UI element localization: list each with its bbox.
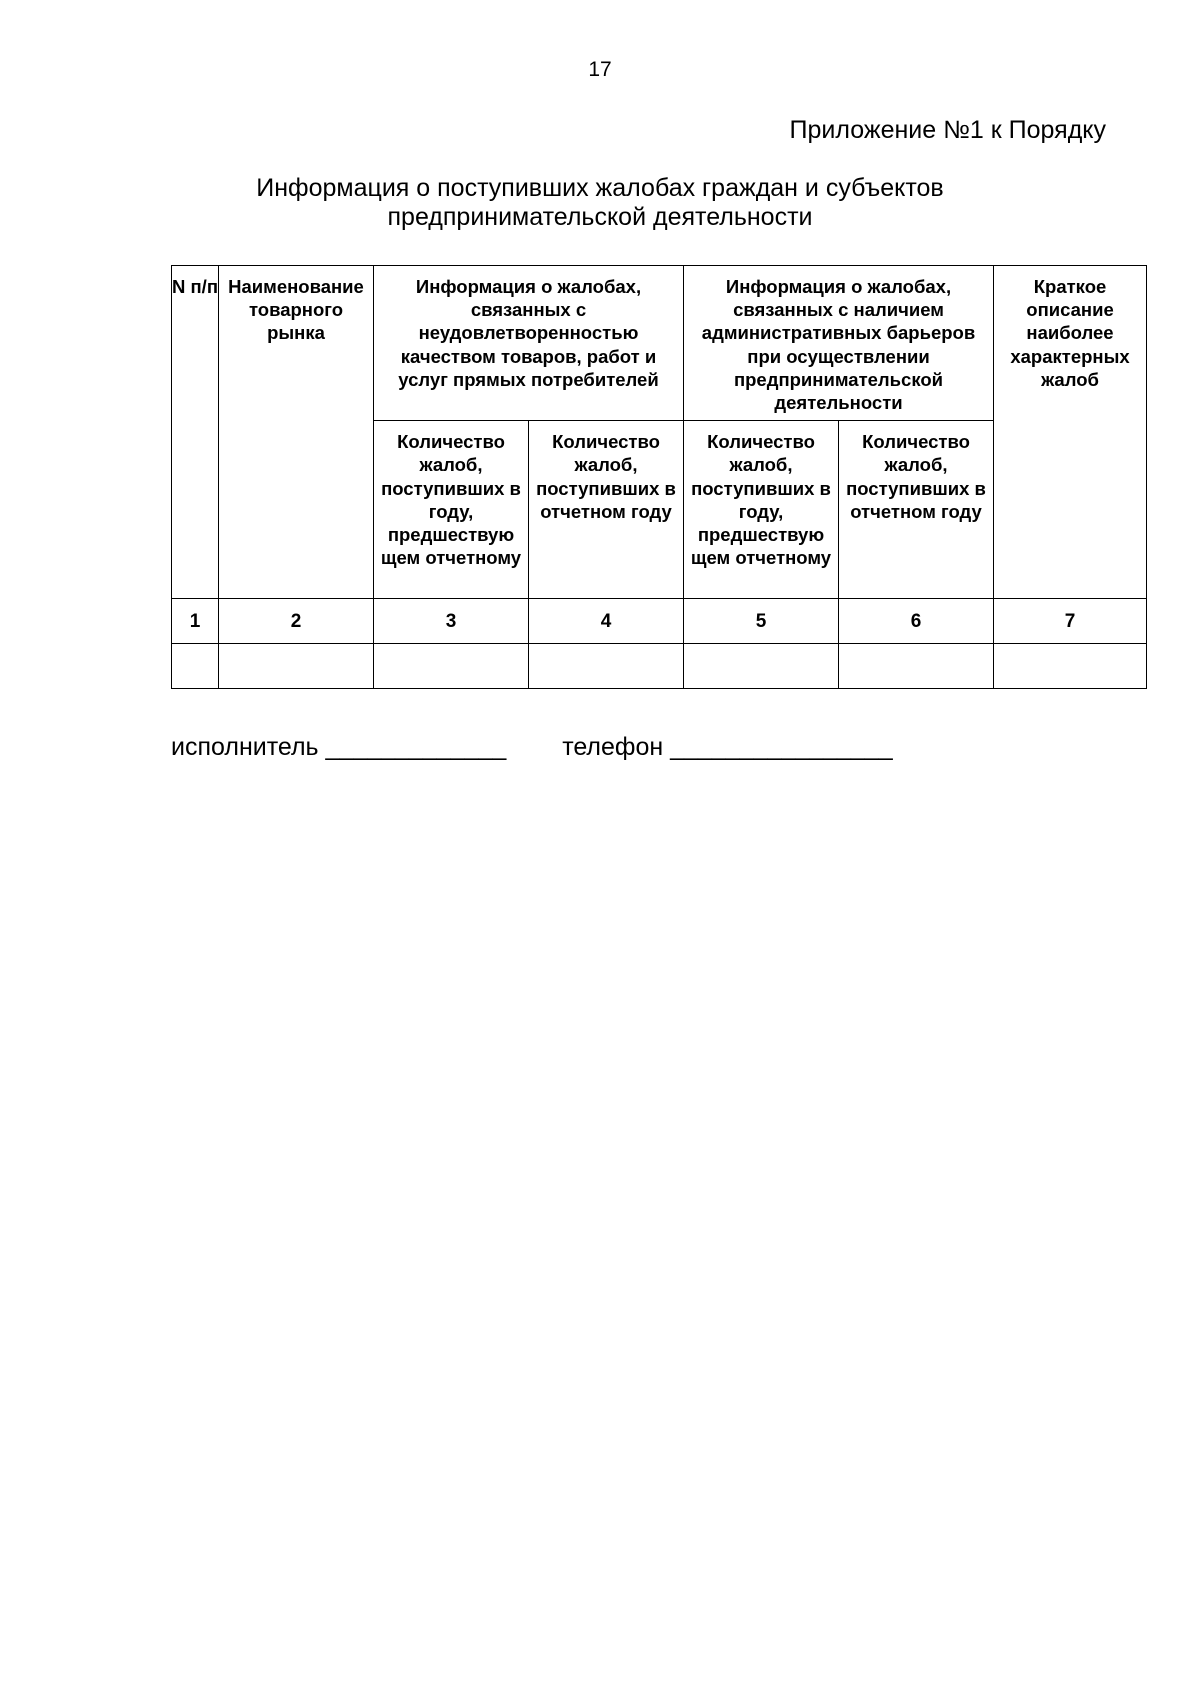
phone-label: телефон — [562, 733, 664, 761]
column-number: 3 — [374, 599, 529, 644]
phone-blank[interactable]: ________________ — [670, 733, 893, 761]
header-market-name: Наименование товарного рынка — [219, 266, 374, 599]
table-cell[interactable] — [219, 644, 374, 689]
header-consumer-report-year: Количество жалоб, поступивших в отчетном году — [529, 421, 684, 599]
column-number: 1 — [172, 599, 219, 644]
table-cell[interactable] — [172, 644, 219, 689]
header-number: N п/п — [172, 266, 219, 599]
table-row — [172, 644, 1147, 689]
header-admin-barrier-complaints: Информация о жалобах, связанных с наличием административных барьеров при осуществлении предпринимательской деятельности — [684, 266, 994, 421]
header-row-1 — [172, 266, 1147, 421]
header-admin-report-year: Количество жалоб, поступивших в отчетном году — [839, 421, 994, 599]
executor-blank[interactable]: _____________ — [325, 733, 507, 761]
title-line-1: Информация о поступивших жалобах граждан и субъектов — [256, 174, 944, 202]
complaints-table — [171, 265, 1147, 689]
header-consumer-complaints: Информация о жалобах, связанных с неудовлетворенностью качеством товаров, работ и услуг прямых потребителей — [374, 266, 684, 421]
executor-label: исполнитель — [171, 733, 319, 761]
column-number: 5 — [684, 599, 839, 644]
table-cell[interactable] — [529, 644, 684, 689]
column-number: 2 — [219, 599, 374, 644]
header-admin-prev-year: Количество жалоб, поступивших в году, предшествую щем отчетному — [684, 421, 839, 599]
column-number: 6 — [839, 599, 994, 644]
column-number: 7 — [994, 599, 1147, 644]
header-consumer-prev-year: Количество жалоб, поступивших в году, предшествую щем отчетному — [374, 421, 529, 599]
table-cell[interactable] — [684, 644, 839, 689]
table-cell[interactable] — [839, 644, 994, 689]
table-cell[interactable] — [994, 644, 1147, 689]
document-title — [0, 174, 1200, 232]
table-cell[interactable] — [374, 644, 529, 689]
column-number-row — [172, 599, 1147, 644]
appendix-label: Приложение №1 к Порядку — [789, 116, 1106, 144]
title-line-2: предпринимательской деятельности — [387, 203, 813, 231]
signature-line — [171, 733, 893, 762]
header-description: Краткое описание наиболее характерных жалоб — [994, 266, 1147, 599]
page-number: 17 — [588, 58, 612, 81]
column-number: 4 — [529, 599, 684, 644]
